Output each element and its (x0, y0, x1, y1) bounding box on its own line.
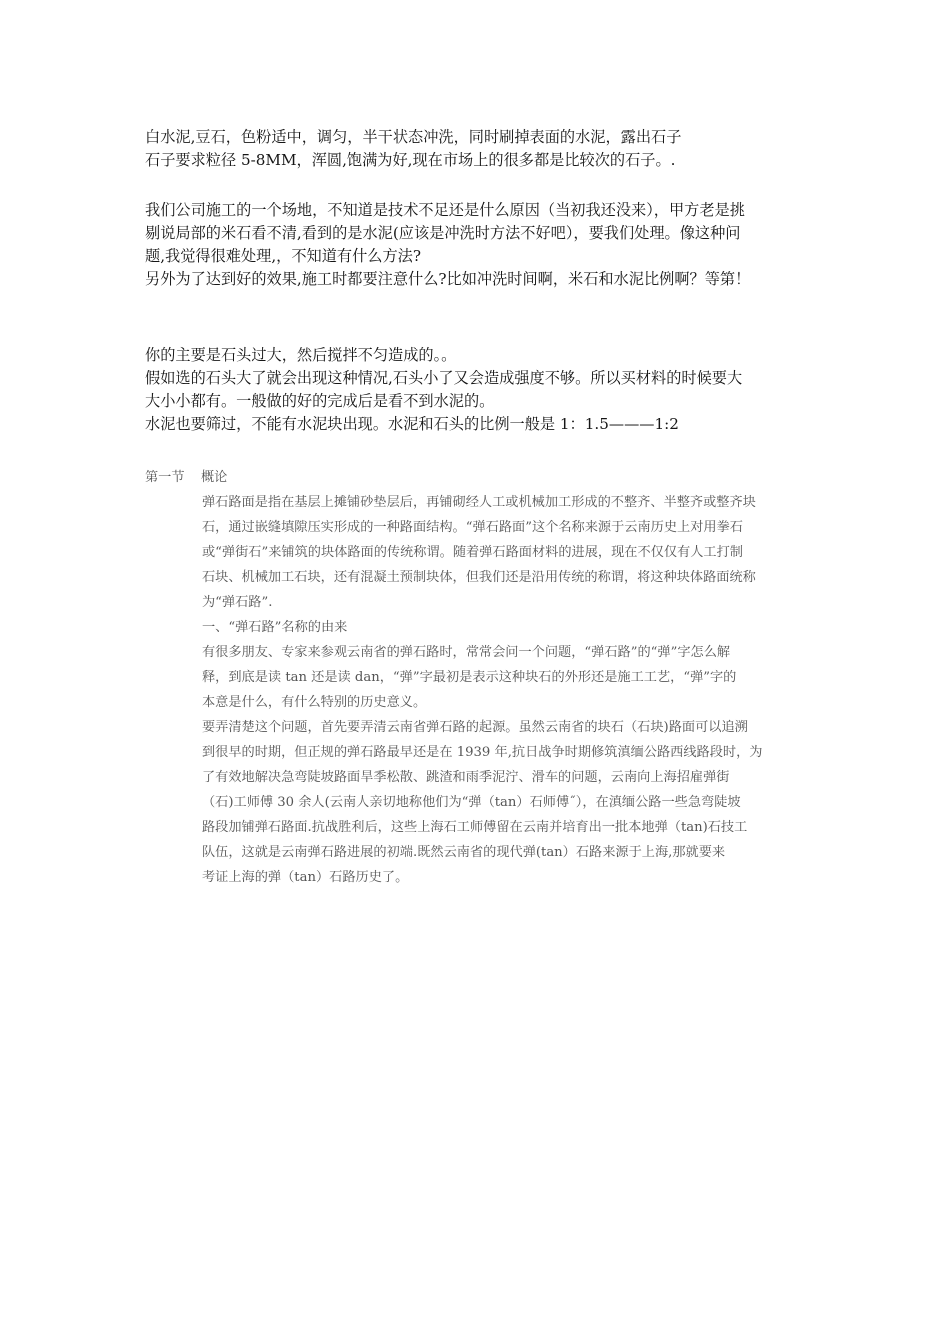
section-body (202, 490, 827, 890)
text-line: 假如选的石头大了就会出现这种情况,石头小了又会造成强度不够。所以买材料的时候要大 (145, 369, 743, 387)
section-title: 概论 (201, 470, 228, 485)
text-line: 队伍，这就是云南弹石路进展的初端.既然云南省的现代弹(tan）石路来源于上海,那就要来 (202, 845, 726, 860)
section-number: 第一节 (145, 470, 185, 485)
text-line: 到很早的时期，但正规的弹石路最早还是在 1939 年,抗日战争时期修筑滇缅公路西线路段时，为 (202, 745, 763, 760)
text-line: 弹石路面是指在基层上摊铺砂垫层后，再铺砌经人工或机械加工形成的不整齐、半整齐或整齐块 (202, 495, 756, 510)
text-line: 为“弹石路”. (202, 595, 273, 610)
text-line: 要弄清楚这个问题，首先要弄清云南省弹石路的起源。虽然云南省的块石（石块)路面可以追溯 (202, 720, 748, 735)
section-heading (145, 465, 825, 490)
text-line: 我们公司施工的一个场地，不知道是技术不足还是什么原因（当初我还没来），甲方老是挑 (145, 201, 745, 219)
text-line: 另外为了达到好的效果,施工时都要注意什么?比如冲洗时间啊，米石和水泥比例啊？等第！ (145, 270, 751, 288)
text-line: 有很多朋友、专家来参观云南省的弹石路时，常常会问一个问题，“弹石路”的“弹”字怎么解 (202, 645, 731, 660)
text-line: 考证上海的弹（tan）石路历史了。 (202, 870, 409, 885)
text-line: 石块、机械加工石块，还有混凝土预制块体，但我们还是沿用传统的称谓，将这种块体路面统称 (202, 570, 756, 585)
text-line: 了有效地解决急弯陡坡路面旱季松散、跳渣和雨季泥泞、滑车的问题，云南向上海招雇弹街 (202, 770, 730, 785)
text-line: 题,我觉得很难处理,，不知道有什么方法? (145, 247, 421, 265)
paragraph-cement-mix (145, 126, 815, 172)
text-line: 释，到底是读 tan 还是读 dan，“弹”字最初是表示这种块石的外形还是施工工艺，“弹”字的 (202, 670, 737, 685)
paragraph-answer (145, 344, 815, 436)
text-line: 本意是什么，有什么特别的历史意义。 (202, 695, 427, 710)
text-line: 白水泥,豆石，色粉适中，调匀，半干状态冲洗，同时刷掉表面的水泥，露出石子 (145, 128, 682, 146)
subheading: 一、“弹石路”名称的由来 (202, 620, 348, 635)
text-line: 石子要求粒径 5-8MM，浑圆,饱满为好,现在市场上的很多都是比较次的石子。. (145, 151, 676, 169)
text-line: 路段加铺弹石路面.抗战胜利后，这些上海石工师傅留在云南并培育出一批本地弹（tan)石技工 (202, 820, 748, 835)
text-line: 剔说局部的米石看不清,看到的是水泥(应该是冲洗时方法不好吧），要我们处理。像这种问 (145, 224, 741, 242)
text-line: 大小小都有。一般做的好的完成后是看不到水泥的。 (145, 392, 495, 410)
text-line: （石)工师傅 30 余人(云南人亲切地称他们为“弹（tan）石师傅˝），在滇缅公路一些急弯陡坡 (202, 795, 741, 810)
text-line: 或“弹街石”来铺筑的块体路面的传统称谓。随着弹石路面材料的进展，现在不仅仅有人工打制 (202, 545, 743, 560)
text-line: 水泥也要筛过，不能有水泥块出现。水泥和石头的比例一般是 1：1.5———1:2 (145, 415, 679, 433)
text-line: 石，通过嵌缝填隙压实形成的一种路面结构。“弹石路面”这个名称来源于云南历史上对用拳石 (202, 520, 743, 535)
section-overview (145, 465, 825, 885)
text-line: 你的主要是石头过大，然后搅拌不匀造成的。。 (145, 346, 457, 364)
paragraph-question (145, 199, 815, 291)
